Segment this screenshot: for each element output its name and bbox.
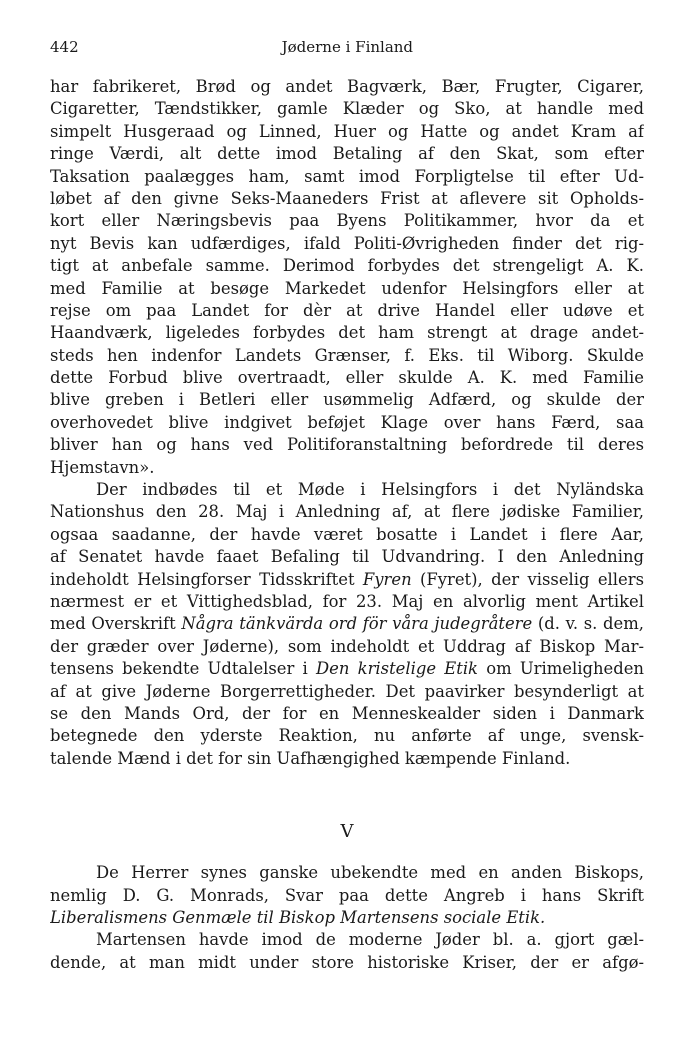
book-page [50,38,644,974]
section-numeral: V [340,821,354,843]
text-line: se den Mands Ord, der for en Menneskealder siden i Danmark [50,703,644,723]
text-line: Cigaretter, Tændstikker, gamle Klæder og Sko, at handle med [50,99,644,119]
text-line: løbet af den givne Seks-Maaneders Frist at aflevere sit Opholds- [50,188,644,208]
text-line: talende Mænd i det for sin Uafhængighed kæmpende Finland. [50,748,571,768]
text-line: tensens bekendte Udtalelser i Den kristelige Etik om Urimeligheden [50,659,644,679]
text-line: blive greben i Betleri eller usømmelig Adfærd, og skulde der [50,390,644,410]
text-line: af at give Jøderne Borgerrettigheder. Det paavirker besynderligt at [50,681,644,701]
text-line: Hjemstavn». [50,457,155,477]
text-line: steds hen indenfor Landets Grænser, f. Eks. til Wiborg. Skulde [50,345,644,365]
text-line: bliver han og hans ved Politiforanstaltning befordrede til deres [50,435,644,455]
text-line: Haandværk, ligeledes forbydes det ham strengt at drage andet- [50,323,644,343]
text-line: nyt Bevis kan udfærdiges, ifald Politi-Øvrigheden finder det rig- [50,233,644,253]
text-line: har fabrikeret, Brød og andet Bagværk, Bær, Frugter, Cigarer, [50,77,644,96]
text-line [50,907,644,929]
text-line: overhovedet blive indgivet beføjet Klage over hans Færd, saa [50,412,644,432]
text-line: Taksation paalægges ham, samt imod Forpligtelse til efter Ud- [50,166,644,186]
text-line: nærmest er et Vittighedsblad, for 23. Maj en alvorlig ment Artikel [50,591,644,611]
article-title: Några tänkvärda ord för våra judegråtere [181,614,533,634]
text-line: tigt at anbefale samme. Derimod forbydes det strengeligt A. K. [50,256,644,276]
running-title: Jøderne i Finland [281,38,414,56]
text-line: De Herrer synes ganske ubekendte med en anden Biskops, [96,863,644,883]
text-line: indeholdt Helsingforser Tidsskriftet Fyren (Fyret), der visselig ellers [50,569,644,589]
text-line: kort eller Næringsbevis paa Byens Politikammer, hvor da et [50,211,644,231]
text-line: Der indbødes til et Møde i Helsingfors i det Nyländska [96,480,644,500]
running-header [50,38,644,62]
book-title: Den kristelige Etik [316,659,478,679]
text-line: nemlig D. G. Monrads, Svar paa dette Angreb i hans Skrift [50,885,644,905]
page-number: 442 [50,38,79,56]
text-block-1 [50,76,644,770]
text-line: ogsaa saadanne, der havde været bosatte i Landet i flere Aar, [50,524,644,544]
text-line: Nationshus den 28. Maj i Anledning af, at flere jødiske Familier, [50,502,644,522]
text-block-2 [50,862,644,974]
text-line: rejse om paa Landet for dèr at drive Handel eller udøve et [50,300,644,320]
text-line: dende, at man midt under store historiske Kriser, der er afgø- [50,952,644,972]
text-line: simpelt Husgeraad og Linned, Huer og Hatte og andet Kram af [50,121,644,141]
text-line: med Overskrift Några tänkvärda ord för våra judegråtere (d. v. s. dem, [50,614,644,634]
text-line: Martensen havde imod de moderne Jøder bl. a. gjort gæl- [96,930,644,950]
text-line: betegnede den yderste Reaktion, nu anførte af unge, svensk- [50,726,644,746]
book-title: Liberalismens Genmæle til Biskop Martensens sociale Etik. [50,907,546,927]
text-line: med Familie at besøge Markedet udenfor Helsingfors eller at [50,278,644,298]
text-line: ringe Værdi, alt dette imod Betaling af den Skat, som efter [50,144,644,164]
periodical-title: Fyren [362,569,412,589]
text-line: dette Forbud blive overtraadt, eller skulde A. K. med Familie [50,368,644,388]
text-line: af Senatet havde faaet Befaling til Udvandring. I den Anledning [50,547,644,567]
text-line: der græder over Jøderne), som indeholdt et Uddrag af Biskop Mar- [50,636,644,656]
